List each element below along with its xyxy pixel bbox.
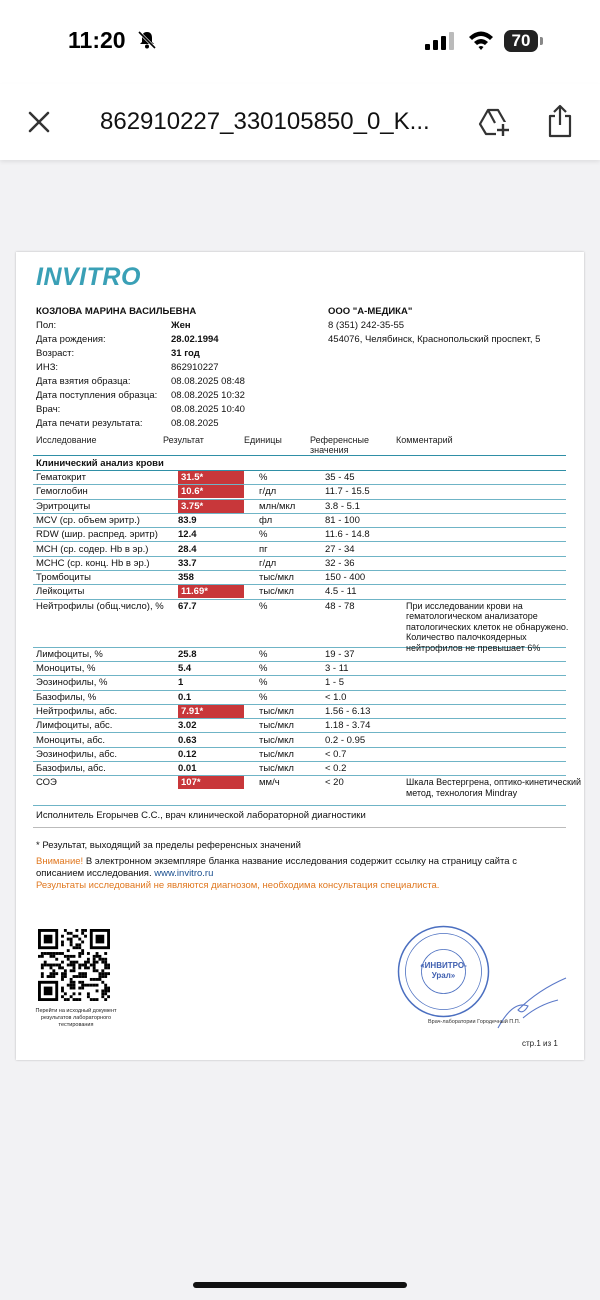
status-time: 11:20 <box>68 27 126 53</box>
row-comment: Шкала Вестергрена, оптико-кинетический метод, технология Mindray <box>406 777 582 798</box>
row-ref: 35 - 45 <box>325 472 355 483</box>
qr-caption: Перейти на исходный документ результатов лабораторного тестирования <box>35 1008 117 1028</box>
cellular-signal-icon <box>425 32 455 50</box>
row-ref: < 0.2 <box>325 763 347 775</box>
row-name: Лейкоциты <box>36 586 85 598</box>
row-unit: г/дл <box>259 486 277 498</box>
row-unit: % <box>259 529 268 541</box>
row-result: 1 <box>178 677 184 689</box>
row-name: Базофилы, абс. <box>36 763 106 775</box>
received-value: 08.08.2025 10:32 <box>171 390 245 401</box>
row-comment: При исследовании крови на гематологическом анализаторе патологических клеток не обнаружено. Количество палочкоядерных нейтрофилов не превышает 6% <box>406 600 569 653</box>
table-row <box>33 676 566 690</box>
row-result: 0.63 <box>178 734 197 746</box>
warning-text: В электронном экземпляре бланка название исследования содержит ссылку на страницу сайта с описанием исследования. <box>36 856 517 879</box>
row-result: 0.1 <box>178 691 192 703</box>
row-unit: % <box>259 472 268 483</box>
table-row <box>33 557 566 571</box>
row-ref: 4.5 - 11 <box>325 586 357 598</box>
close-icon[interactable] <box>26 109 52 135</box>
row-result: 5.4 <box>178 663 192 674</box>
row-unit: мм/ч <box>259 777 280 789</box>
row-unit: тыс/мкл <box>259 734 294 746</box>
row-ref: 1.56 - 6.13 <box>325 705 371 717</box>
section-title: Клинический анализ крови <box>36 458 164 469</box>
footer-divider <box>33 827 566 828</box>
wifi-icon <box>467 29 495 51</box>
age-value: 31 год <box>171 348 200 359</box>
battery-indicator: 70 <box>504 30 538 52</box>
row-name: Моноциты, % <box>36 663 96 674</box>
inz-label: ИНЗ: <box>36 362 59 373</box>
row-name: СОЭ <box>36 777 57 789</box>
row-unit: % <box>259 663 268 674</box>
qr-code[interactable] <box>38 929 110 1001</box>
add-to-drive-icon[interactable] <box>478 107 510 137</box>
table-row <box>33 662 566 676</box>
sex-label: Пол: <box>36 320 57 331</box>
row-unit: млн/мкл <box>259 500 296 512</box>
warning-note <box>36 856 566 880</box>
row-unit: % <box>259 691 268 703</box>
row-unit: тыс/мкл <box>259 572 294 584</box>
lab-address: 454076, Челябинск, Краснопольский проспект, 5 <box>328 334 541 345</box>
row-ref: 3 - 11 <box>325 663 349 674</box>
row-unit: тыс/мкл <box>259 586 294 598</box>
taken-label: Дата взятия образца: <box>36 376 131 387</box>
row-ref: < 0.7 <box>325 748 347 760</box>
table-row <box>33 705 566 719</box>
header-ref: Референсные значения <box>310 435 369 455</box>
document-title: 862910227_330105850_0_K... <box>100 108 430 135</box>
row-unit: фл <box>259 514 273 526</box>
row-result: 7.91* <box>178 705 244 718</box>
row-result: 11.69* <box>178 585 244 598</box>
row-name: Эритроциты <box>36 500 91 512</box>
row-ref: 11.7 - 15.5 <box>325 486 370 498</box>
table-row <box>33 648 566 662</box>
table-row <box>33 528 566 542</box>
row-result: 358 <box>178 572 194 584</box>
doctor-label: Врач: <box>36 404 61 415</box>
table-row <box>33 543 566 557</box>
row-name: Тромбоциты <box>36 572 91 584</box>
row-name: Моноциты, абс. <box>36 734 106 746</box>
website-link[interactable]: www.invitro.ru <box>154 868 214 879</box>
header-units: Единицы <box>244 435 282 445</box>
row-unit: пг <box>259 543 268 555</box>
row-result: 3.02 <box>178 720 197 732</box>
row-result: 0.01 <box>178 763 197 775</box>
row-result: 25.8 <box>178 648 197 660</box>
row-result: 28.4 <box>178 543 197 555</box>
row-ref: 1 - 5 <box>325 677 345 689</box>
row-name: Гематокрит <box>36 472 87 483</box>
performer: Исполнитель Егорычев С.С., врач клинической лабораторной диагностики <box>36 810 366 821</box>
row-ref: < 1.0 <box>325 691 347 703</box>
row-unit: тыс/мкл <box>259 720 294 732</box>
row-ref: 3.8 - 5.1 <box>325 500 360 512</box>
row-ref: 19 - 37 <box>325 648 355 660</box>
table-row <box>33 600 569 653</box>
row-name: Нейтрофилы (общ.число), % <box>36 600 164 612</box>
table-row <box>33 514 566 528</box>
row-name: MCHC (ср. конц. Hb в эр.) <box>36 557 150 569</box>
row-unit: г/дл <box>259 557 277 569</box>
row-result: 10.6* <box>178 485 244 498</box>
lab-phone: 8 (351) 242-35-55 <box>328 320 405 331</box>
share-icon[interactable] <box>546 104 574 138</box>
row-name: MCH (ср. содер. Hb в эр.) <box>36 543 149 555</box>
row-name: Эозинофилы, абс. <box>36 748 117 760</box>
document-page <box>16 252 584 1060</box>
row-ref: 0.2 - 0.95 <box>325 734 366 746</box>
table-row <box>33 776 582 806</box>
table-row <box>33 571 566 585</box>
row-name: RDW (шир. распред. эритр) <box>36 529 158 541</box>
row-unit: тыс/мкл <box>259 763 294 775</box>
doctor-value: 08.08.2025 10:40 <box>171 404 245 415</box>
header-result: Результат <box>163 435 204 445</box>
table-row <box>33 762 566 776</box>
signature <box>478 970 570 1036</box>
row-ref: 1.18 - 3.74 <box>325 720 371 732</box>
row-unit: тыс/мкл <box>259 705 294 717</box>
row-result: 0.12 <box>178 748 197 760</box>
row-name: Лимфоциты, абс. <box>36 720 113 732</box>
status-bar <box>0 0 600 84</box>
table-row <box>33 719 566 733</box>
footnote: * Результат, выходящий за пределы референсных значений <box>36 840 301 851</box>
row-ref: 11.6 - 14.8 <box>325 529 370 541</box>
table-row <box>33 485 566 499</box>
row-name: MCV (ср. объем эритр.) <box>36 514 140 526</box>
printed-label: Дата печати результата: <box>36 418 143 429</box>
row-name: Нейтрофилы, абс. <box>36 705 118 717</box>
table-row <box>33 691 566 705</box>
bell-muted-icon <box>137 30 157 50</box>
row-result: 12.4 <box>178 529 197 541</box>
row-unit: % <box>259 600 268 612</box>
svg-text:«ИНВИТРО-: «ИНВИТРО- <box>420 961 467 970</box>
row-unit: тыс/мкл <box>259 748 294 760</box>
battery-tip <box>540 37 543 45</box>
dob-value: 28.02.1994 <box>171 334 219 345</box>
taken-value: 08.08.2025 08:48 <box>171 376 245 387</box>
header-comment: Комментарий <box>396 435 453 445</box>
row-name: Гемоглобин <box>36 486 88 498</box>
dob-label: Дата рождения: <box>36 334 106 345</box>
row-ref: 27 - 34 <box>325 543 355 555</box>
table-row <box>33 585 566 599</box>
row-ref: 150 - 400 <box>325 572 366 584</box>
row-name: Базофилы, % <box>36 691 97 703</box>
lab-name: ООО "А-МЕДИКА" <box>328 306 413 317</box>
row-name: Эозинофилы, % <box>36 677 108 689</box>
inz-value: 862910227 <box>171 362 219 373</box>
row-name: Лимфоциты, % <box>36 648 103 660</box>
table-row <box>33 748 566 762</box>
table-row <box>33 471 566 485</box>
doctor-caption: Врач-лаборатории Городечный П.П. <box>428 1019 521 1025</box>
row-result: 3.75* <box>178 500 244 513</box>
lab-stamp <box>396 924 491 1019</box>
invitro-logo: INVITRO <box>36 263 141 291</box>
row-result: 33.7 <box>178 557 197 569</box>
table-row <box>33 500 566 514</box>
row-ref: 48 - 78 <box>325 600 355 612</box>
row-result: 107* <box>178 776 244 789</box>
disclaimer: Результаты исследований не являются диагнозом, необходима консультация специалиста. <box>36 880 440 891</box>
row-unit: % <box>259 648 268 660</box>
row-result: 31.5* <box>178 471 244 484</box>
age-label: Возраст: <box>36 348 75 359</box>
row-ref: 32 - 36 <box>325 557 355 569</box>
row-result: 67.7 <box>178 600 197 612</box>
row-result: 83.9 <box>178 514 197 526</box>
document-viewer-toolbar <box>0 84 600 160</box>
home-indicator[interactable] <box>193 1282 407 1288</box>
row-ref: < 20 <box>325 777 344 789</box>
table-row <box>33 734 566 748</box>
sex-value: Жен <box>171 320 191 331</box>
warning-label: Внимание! <box>36 856 84 867</box>
row-ref: 81 - 100 <box>325 514 360 526</box>
page-number: стр.1 из 1 <box>522 1039 558 1048</box>
header-divider <box>33 455 566 456</box>
svg-text:Урал»: Урал» <box>431 971 456 980</box>
patient-name: КОЗЛОВА МАРИНА ВАСИЛЬЕВНА <box>36 306 197 317</box>
received-label: Дата поступления образца: <box>36 390 158 401</box>
row-unit: % <box>259 677 268 689</box>
header-study: Исследование <box>36 435 97 445</box>
printed-value: 08.08.2025 <box>171 418 219 429</box>
